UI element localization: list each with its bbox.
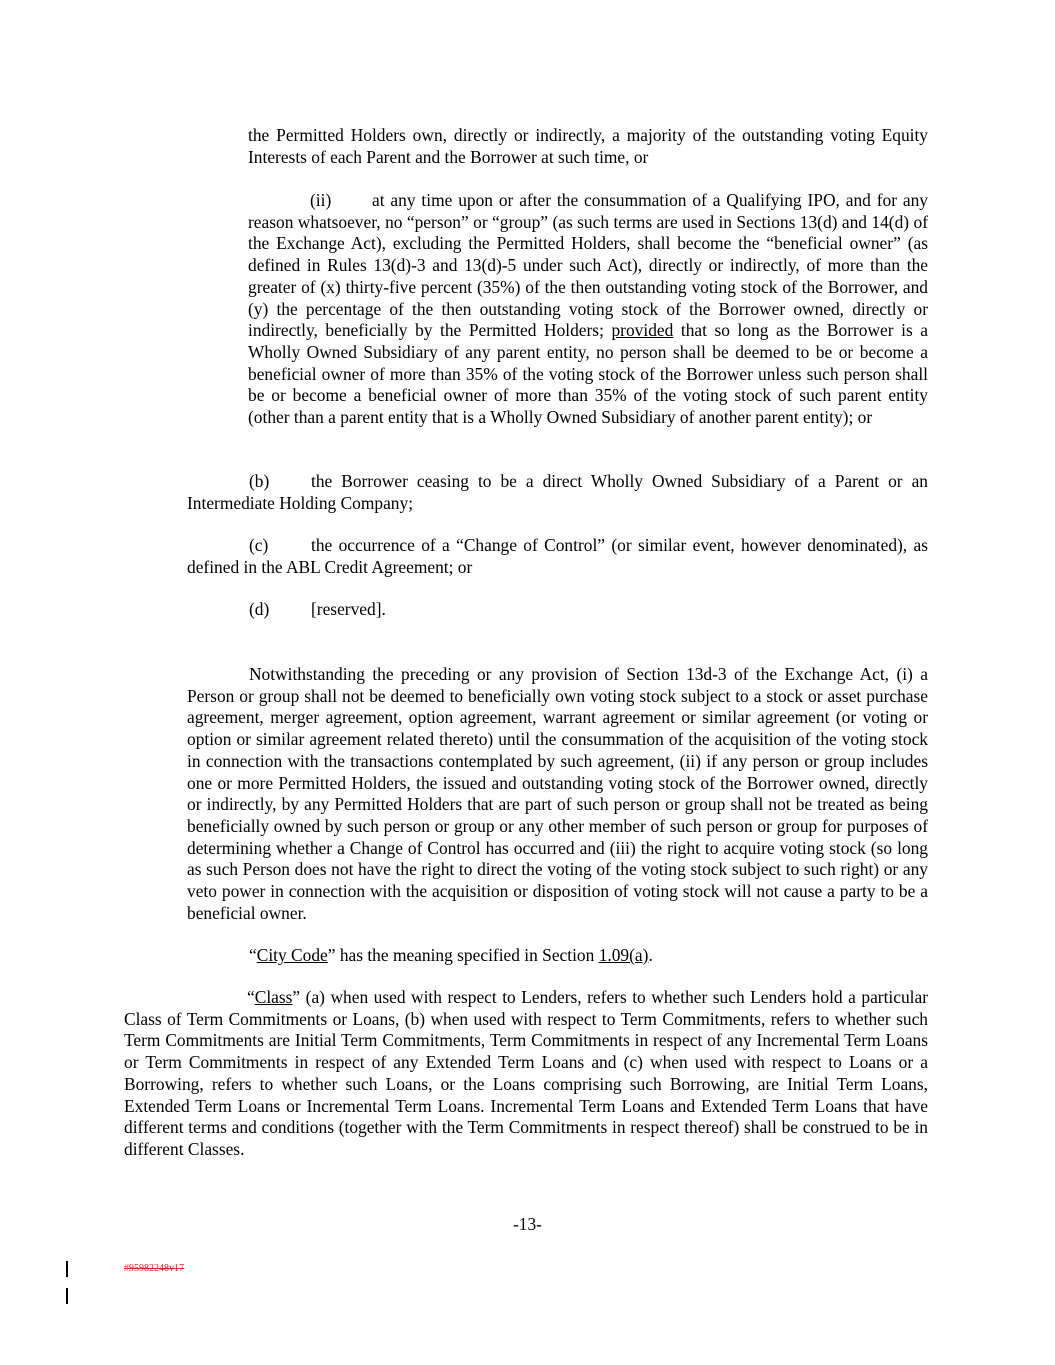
defined-term-class: Class <box>254 987 293 1007</box>
definition-class <box>124 987 928 1161</box>
clause-marker: (ii) <box>310 190 332 210</box>
paragraph-text: the occurrence of a “Change of Control” (or similar event, however denominated), as defined in the ABL Credit Agreement; or <box>187 535 928 577</box>
paragraph-text: Notwithstanding the preceding or any provision of Section 13d-3 of the Exchange Act, (i) a Person or group shall not be deemed to beneficially own voting stock subject to a stock or asset purchase agreement, merger agreement, option agreement, warrant agreement or similar agreement (or voting or option or similar agreement related thereto) until the consummation of the acquisition of the voting stock in connection with the transactions contemplated by such agreement, (ii) if any person or group includes one or more Permitted Holders, the issued and outstanding voting stock of the Borrower owned, directly or indirectly, by any Permitted Holders that are part of such person or group shall not be treated as being beneficially owned by such person or group or any other member of such person or group for purposes of determining whether a Change of Control has occurred and (iii) the right to acquire voting stock (so long as such Person does not have the right to direct the voting of the voting stock subject to such right) or any veto power in connection with the acquisition or disposition of voting stock will not cause a party to be a beneficial owner. <box>187 664 928 923</box>
paragraph-text: that so long as the Borrower is a Wholly Owned Subsidiary of any parent entity, no person shall be deemed to be or become a beneficial owner of more than 35% of the voting stock of the Borrower unless such person shall be or become a beneficial owner of more than 35% of the voting stock of such parent entity (other than a parent entity that is a Wholly Owned Subsidiary of another parent entity); or <box>248 320 928 428</box>
page-number: -13- <box>513 1214 542 1234</box>
paragraph-text: at any time upon or after the consummation of a Qualifying IPO, and for any reason whatsoever, no “person” or “group” (as such terms are used in Sections 13(d) and 14(d) of the Exchange Act), excluding the Permitted Holders, shall become the “beneficial owner” (as defined in Rules 13(d)-3 and 13(d)-5 under such Act), directly or indirectly, of more than the greater of (x) thirty-five percent (35%) of the then outstanding voting stock of the Borrower, and (y) the percentage of the then outstanding voting stock of the Borrower owned, directly or indirectly, beneficially by the Permitted Holders; <box>248 190 928 341</box>
section-reference: 1.09(a) <box>598 945 649 965</box>
paragraph-text: ” has the meaning specified in Section <box>327 945 595 965</box>
clause-marker: (d) <box>249 599 270 619</box>
paragraph-text: the Permitted Holders own, directly or indirectly, a majority of the outstanding voting Equity Interests of each Parent and the Borrower at such time, or <box>248 125 928 167</box>
paragraph-clause-d <box>187 599 928 621</box>
clause-marker: (c) <box>249 535 269 555</box>
change-bar <box>66 1288 68 1304</box>
paragraph-notwithstanding <box>187 664 928 924</box>
paragraph-clause-c <box>187 535 928 578</box>
document-id: #95982248v17 <box>124 1263 184 1274</box>
definition-city-code <box>187 945 928 967</box>
paragraph-clause-b <box>187 471 928 514</box>
quote-mark: “ <box>247 987 255 1007</box>
defined-term-city-code: City Code <box>256 945 328 965</box>
paragraph-text: [reserved]. <box>311 599 386 619</box>
period: . <box>648 945 653 965</box>
quote-mark: “ <box>249 945 257 965</box>
paragraph-text: the Borrower ceasing to be a direct Wholly Owned Subsidiary of a Parent or an Intermediate Holding Company; <box>187 471 928 513</box>
change-bar <box>66 1261 68 1277</box>
paragraph-permitted-holders <box>248 125 928 168</box>
clause-marker: (b) <box>249 471 270 491</box>
paragraph-clause-ii <box>248 190 928 429</box>
paragraph-text: ” (a) when used with respect to Lenders, refers to whether such Lenders hold a particular Class of Term Commitments or Loans, (b) when used with respect to Term Commitments, refers to whether such Term Commitments are Initial Term Commitments, Term Commitments in respect of any Incremental Term Loans or Term Commitments in respect of any Extended Term Loans and (c) when used with respect to Loans or a Borrowing, refers to whether such Loans, or the Loans comprising such Borrowing, are Initial Term Loans, Extended Term Loans or Incremental Term Loans. Incremental Term Loans and Extended Term Loans that have different terms and conditions (together with the Term Commitments in respect thereof) shall be construed to be in different Classes. <box>124 987 928 1159</box>
provided-term: provided <box>611 320 674 341</box>
